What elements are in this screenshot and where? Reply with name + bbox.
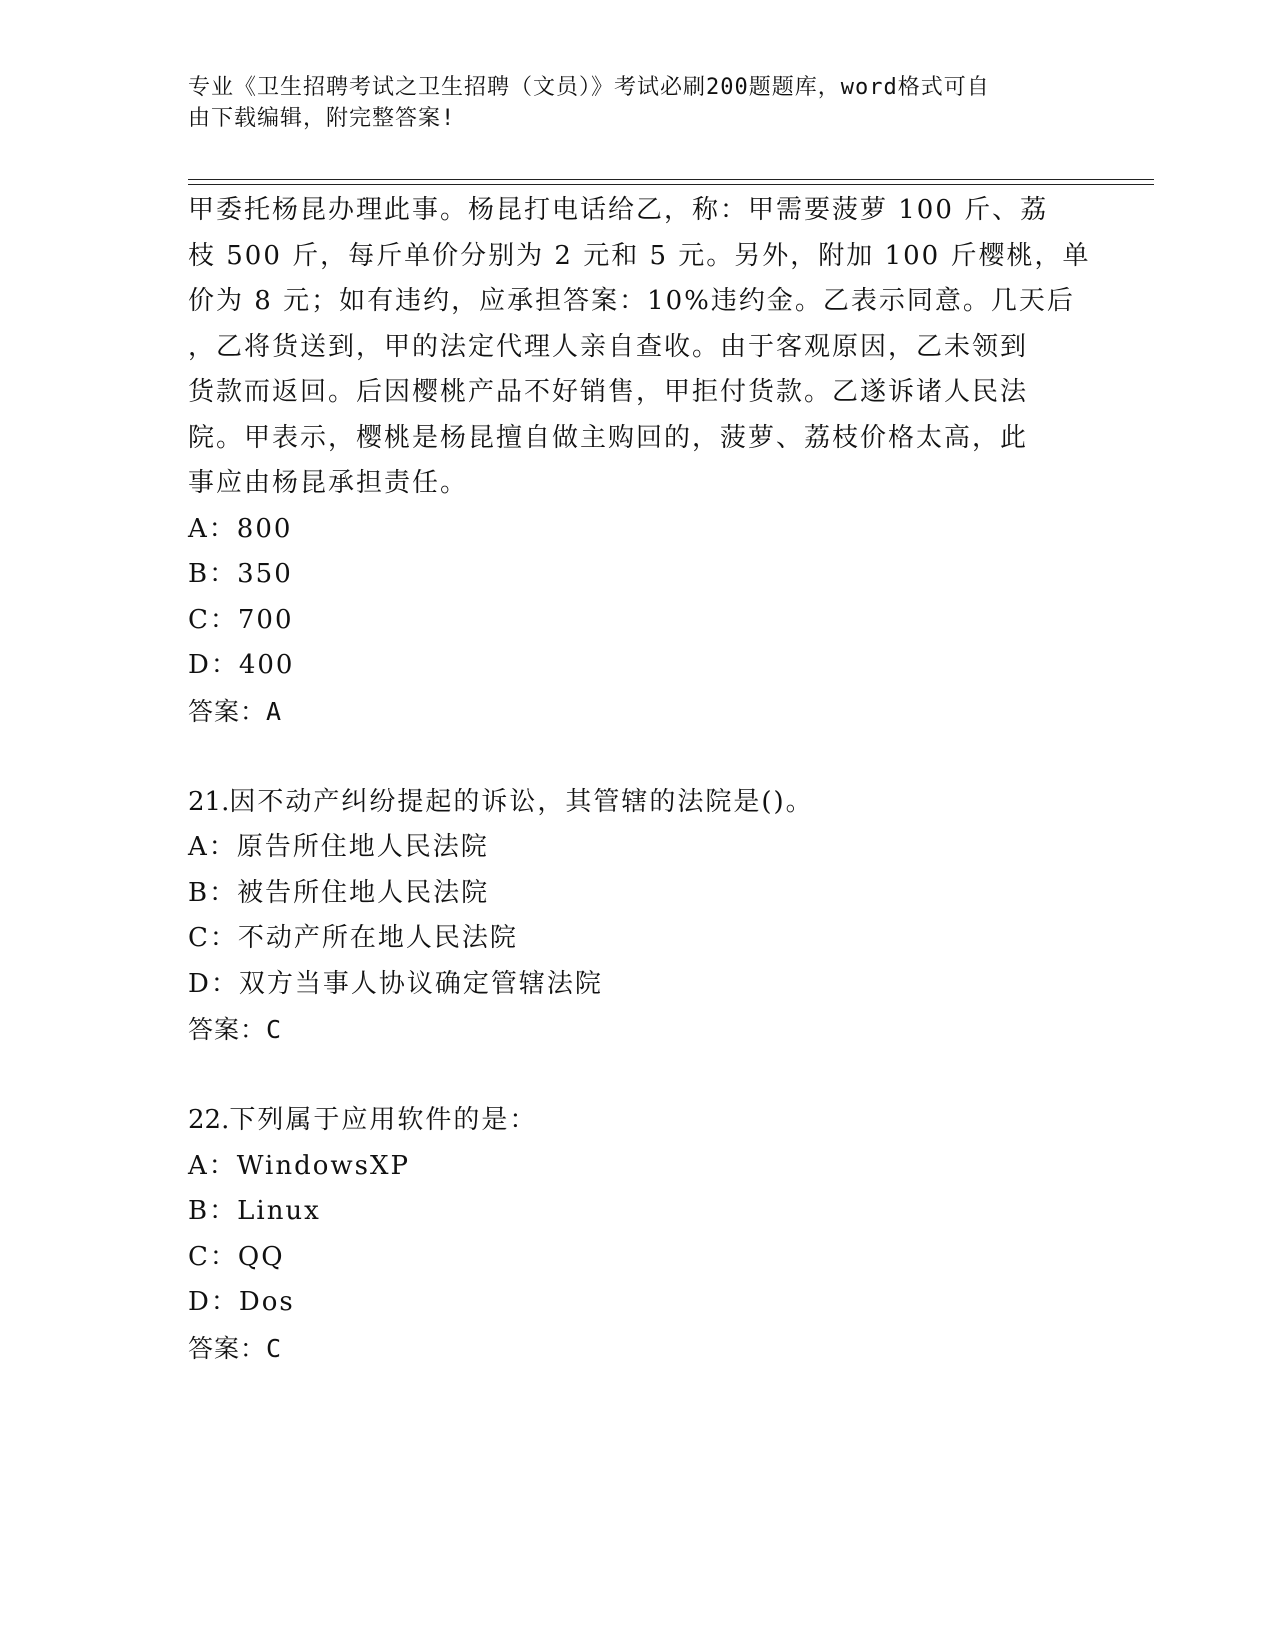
option-b: B：350 [188,559,293,589]
document-header [188,72,1068,134]
header-line-1: 专业《卫生招聘考试之卫生招聘（文员）》考试必刷200题题库，word格式可自 [188,75,990,100]
option-c: C：700 [188,604,294,635]
question-block [188,1098,1078,1371]
option-a: A：WindowsXP [188,1150,411,1181]
question-block [188,188,1091,734]
option-c: C：不动产所在地人民法院 [188,923,518,953]
option-b: B：Linux [188,1196,321,1226]
header-line-2: 由下载编辑，附完整答案! [188,106,456,131]
option-d: D：双方当事人协议确定管辖法院 [188,968,603,999]
answer-line: 答案：C [188,1015,283,1044]
option-d: D：Dos [188,1287,295,1317]
option-a: A：原告所住地人民法院 [188,832,489,862]
stem-line: ，乙将货送到，甲的法定代理人亲自查收。由于客观原因，乙未领到 [188,331,1029,362]
stem-line: 枝 500 斤，每斤单价分别为 2 元和 5 元。另外，附加 100 斤樱桃，单 [188,240,1091,271]
stem-line: 院。甲表示，樱桃是杨昆擅自做主购回的，菠萝、荔枝价格太高，此 [188,422,1029,453]
stem-line: 货款而返回。后因樱桃产品不好销售，甲拒付货款。乙遂诉诸人民法 [188,377,1029,407]
question-text: 因不动产纠纷提起的诉讼，其管辖的法院是()。 [229,786,814,817]
question-stem [188,1098,1078,1144]
question-number: 22. [188,1105,230,1135]
option-b: B：被告所住地人民法院 [188,877,490,908]
question-spacer [188,734,1078,780]
option-d: D：400 [188,650,295,680]
header-divider-bottom [188,184,1154,185]
question-list [188,188,1091,1371]
answer-line: 答案：C [188,1333,283,1363]
option-a: A：800 [188,513,293,544]
question-text: 下列属于应用软件的是： [229,1105,538,1135]
answer-line: 答案：A [188,696,283,726]
stem-line: 价为 8 元；如有违约，应承担答案：10%违约金。乙表示同意。几天后 [188,286,1075,316]
question-spacer [188,1053,1078,1099]
stem-line: 甲委托杨昆办理此事。杨昆打电话给乙，称：甲需要菠萝 100 斤、荔 [188,195,1049,225]
question-stem [188,188,1091,507]
question-block [188,780,1078,1053]
header-divider-top [188,179,1154,180]
question-stem [188,780,1078,826]
stem-line: 事应由杨昆承担责任。 [188,468,469,498]
option-c: C：QQ [188,1241,285,1272]
question-number: 21. [188,786,230,817]
